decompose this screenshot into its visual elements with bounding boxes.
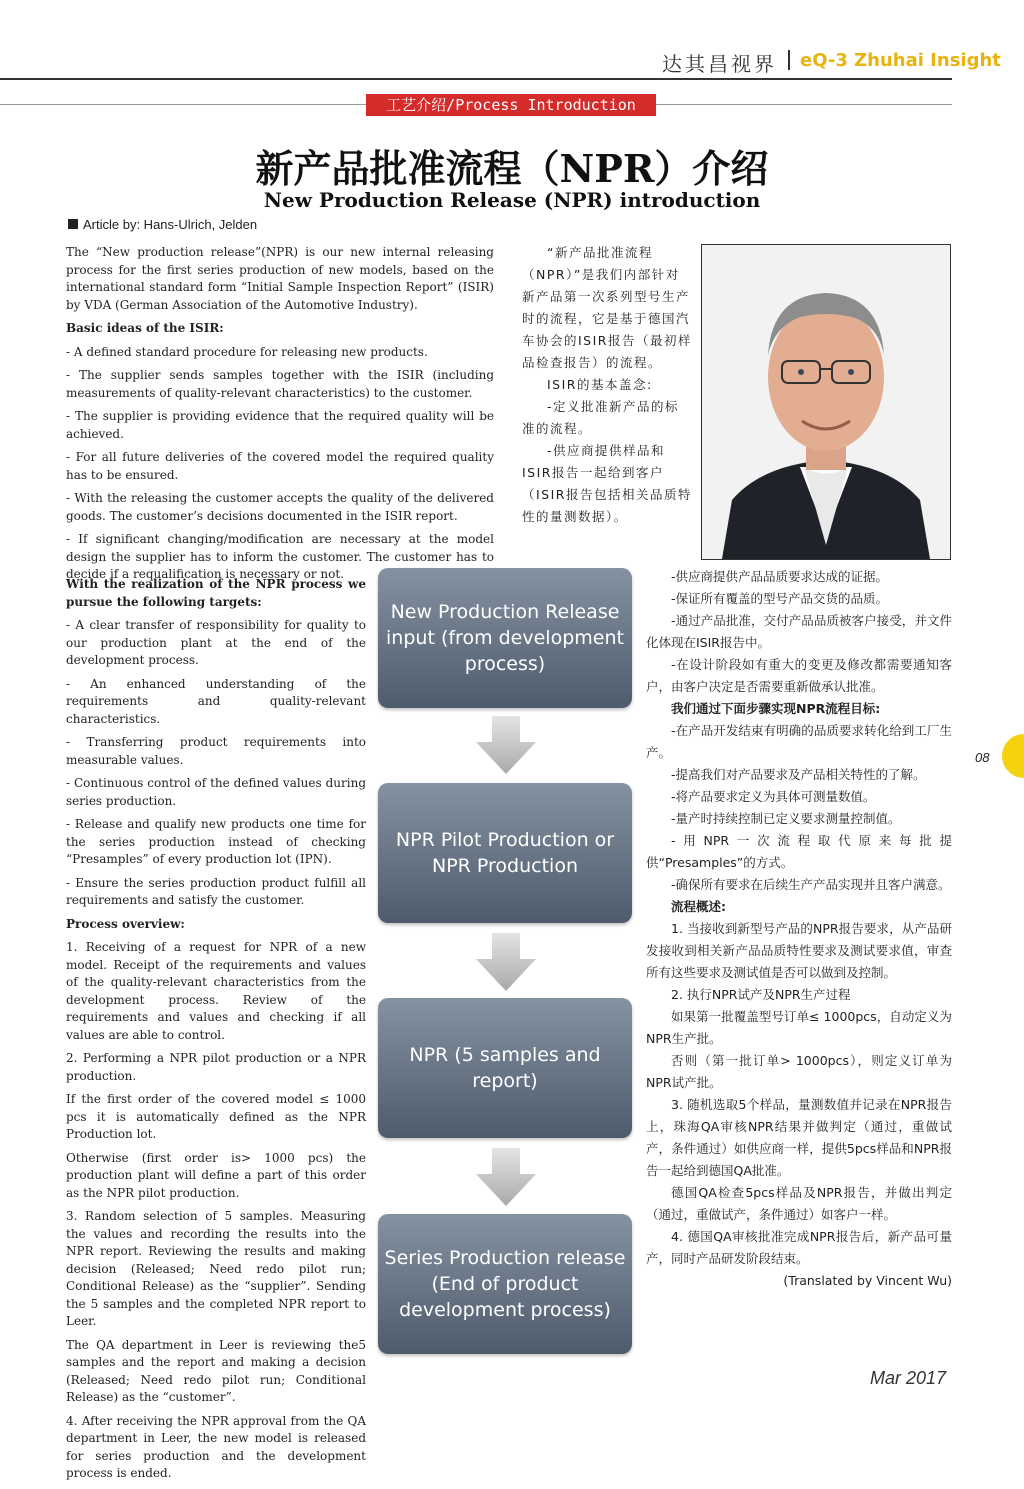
cn-target-item: -量产时持续控制已定义要求测量控制值。	[671, 811, 901, 826]
flow-step-label: Series Production release (End of product development process)	[384, 1247, 626, 1321]
chinese-column-bottom	[646, 566, 952, 1292]
basic-heading: Basic ideas of the ISIR:	[66, 321, 224, 335]
basic-item: - For all future deliveries of the covered model the required quality has to be ensured.	[66, 450, 494, 482]
target-item: - Ensure the series production product fulfill all requirements and satisfy the customer.	[66, 875, 366, 907]
target-item: - Continuous control of the defined values during series production.	[66, 776, 366, 808]
down-arrow-icon	[474, 716, 538, 774]
page-tab-marker	[1002, 734, 1024, 778]
cn-target-item: -在产品开发结束有明确的品质要求转化给到工厂生产。	[646, 723, 952, 760]
chinese-column-top	[522, 242, 692, 528]
flow-step-npr	[378, 998, 632, 1138]
basic-item: - The supplier is providing evidence that the required quality will be achieved.	[66, 409, 494, 441]
overview-item: 4. After receiving the NPR approval from the QA department in Leer, the new model is released for series production and the development process is ended.	[66, 1413, 366, 1480]
cn-basic-item: -供应商提供产品品质要求达成的证据。	[671, 569, 889, 584]
flow-step-pilot	[378, 783, 632, 923]
english-column-bottom	[66, 576, 366, 1489]
down-arrow-icon	[474, 1148, 538, 1206]
author-line	[68, 217, 257, 232]
author-photo	[701, 244, 951, 560]
cn-basic-item: -通过产品批准，交付产品品质被客户接受，并文件化体现在ISIR报告中。	[646, 613, 952, 650]
overview-item: The QA department in Leer is reviewing the5 samples and the report and making a decision (Released; Need redo pilot run; Conditional Release) as the “customer”.	[66, 1337, 366, 1404]
cn-overview-item: 1. 当接收到新型号产品的NPR报告要求，从产品研发接收到相关新产品品质特性要求及测试要求值，审查所有这些要求及测试值是否可以做到及控制。	[646, 921, 952, 980]
target-item: - Release and qualify new products one time for the series production instead of checking “Presamples” of every production lot (IPN).	[66, 817, 366, 866]
page-number: 08	[975, 750, 990, 765]
basic-item: - With the releasing the customer accepts the quality of the delivered goods. The customer’s decisions documented in the ISIR report.	[66, 491, 494, 523]
cn-overview-item: 2. 执行NPR试产及NPR生产过程	[671, 987, 851, 1002]
cn-target-item: -确保所有要求在后续生产产品实现并且客户满意。	[671, 877, 951, 892]
magazine-title-cn: 达其昌视界	[662, 52, 777, 76]
targets-heading: With the realization of the NPR process we pursue the following targets:	[66, 577, 366, 609]
issue-date: Mar 2017	[870, 1368, 947, 1388]
flow-step-label: NPR (5 samples and report)	[409, 1044, 601, 1092]
target-item: - Transferring product requirements into measurable values.	[66, 735, 366, 767]
magazine-title-en: eQ-3 Zhuhai Insight	[800, 50, 1001, 71]
section-label: 工艺介绍/Process Introduction	[366, 94, 656, 116]
overview-item: 2. Performing a NPR pilot production or a NPR production.	[66, 1051, 366, 1083]
overview-item: If the first order of the covered model ≤ 1000 pcs it is automatically defined as the NPR Production lot.	[66, 1092, 366, 1141]
cn-target-item: -将产品要求定义为具体可测量数值。	[671, 789, 876, 804]
cn-basic-item: -定义批准新产品的标准的流程。	[522, 399, 680, 436]
cn-overview-item: 德国QA检查5pcs样品及NPR报告，并做出判定（通过，重做试产，条件通过）如客户一样。	[646, 1185, 952, 1222]
cn-target-item: -提高我们对产品要求及产品相关特性的了解。	[671, 767, 926, 782]
cn-basic-item: -供应商提供样品和ISIR报告一起给到客户（ISIR报告包括相关品质特性的量测数据）。	[522, 443, 692, 524]
flow-step-label: NPR Pilot Production or NPR Production	[395, 829, 615, 877]
cn-basic-item: -保证所有覆盖的型号产品交货的品质。	[671, 591, 889, 606]
flow-step-release	[378, 1214, 632, 1354]
flow-step-input	[378, 568, 632, 708]
header-separator	[788, 50, 790, 70]
author-text: Article by: Hans-Ulrich, Jelden	[83, 217, 258, 232]
bullet-square-icon	[68, 219, 78, 229]
target-item: - An enhanced understanding of the requirements and quality-relevant characteristics.	[66, 676, 366, 726]
basic-item: - If significant changing/modification are necessary at the model design the supplier has to inform the customer. The customer has to decide if a requalification is necessary or not.	[66, 532, 494, 581]
cn-target-item: -用NPR一次流程取代原来每批提供“Presamples”的方式。	[646, 833, 952, 870]
cn-basic-item: -在设计阶段如有重大的变更及修改都需要通知客户，由客户决定是否需要重新做承认批准。	[646, 657, 952, 694]
cn-intro: “新产品批准流程（NPR）”是我们内部针对新产品第一次系列型号生产时的流程，它是基于德国汽车协会的ISIR报告（最初样品检查报告）的流程。	[522, 245, 692, 370]
cn-overview-item: 否则（第一批订单> 1000pcs），则定义订单为NPR试产批。	[646, 1053, 952, 1090]
basic-item: - A defined standard procedure for releasing new products.	[66, 344, 428, 359]
overview-heading: Process overview:	[66, 916, 185, 931]
cn-basic-heading: ISIR的基本盖念:	[547, 377, 653, 392]
overview-item: Otherwise (first order is> 1000 pcs) the production plant will define a part of this order as the NPR pilot production.	[66, 1150, 366, 1200]
cn-overview-item: 3. 随机选取5个样品，量测数值并记录在NPR报告上，珠海QA审核NPR结果并做判定（通过，重做试产，条件通过）如供应商一样，提供5pcs样品和NPR报告一起给到德国QA批准。	[646, 1097, 952, 1178]
overview-item: 3. Random selection of 5 samples. Measuring the values and recording the results into the NPR report. Reviewing the results and making decision (Released; Need redo pilot run; Conditional Release) as the “supplier”. Sending the 5 samples and the completed NPR report to Leer.	[66, 1209, 366, 1328]
translator-credit: (Translated by Vincent Wu)	[783, 1273, 952, 1288]
down-arrow-icon	[474, 933, 538, 991]
cn-overview-item: 如果第一批覆盖型号订单≤ 1000pcs，自动定义为NPR生产批。	[646, 1009, 952, 1046]
english-column-top	[66, 244, 494, 590]
intro-paragraph: The “New production release”(NPR) is our new internal releasing process for the first series production of new models, based on the international standard form “Initial Sample Inspection Report” (ISIR) by VDA (German Association of the Automotive Industry).	[66, 245, 494, 312]
article-title-en: New Production Release (NPR) introduction	[263, 188, 761, 212]
article-title-cn: 新产品批准流程（NPR）介绍	[255, 146, 769, 191]
header-rule	[0, 78, 952, 80]
cn-targets-heading: 我们通过下面步骤实现NPR流程目标:	[671, 701, 881, 716]
flow-step-label: New Production Release input (from development process)	[386, 601, 624, 675]
target-item: - A clear transfer of responsibility for quality to our production plant at the end of the development process.	[66, 618, 366, 667]
basic-item: - The supplier sends samples together with the ISIR (including measurements of quality-relevant characteristics) to the customer.	[66, 368, 494, 400]
portrait-illustration	[702, 245, 950, 559]
overview-item: 1. Receiving of a request for NPR of a new model. Receipt of the requirements and values of the quality-relevant characteristics from the development process. Review of the requirements and values and checking if all values are able to control.	[66, 940, 366, 1042]
cn-overview-item: 4. 德国QA审核批准完成NPR报告后，新产品可量产，同时产品研发阶段结束。	[646, 1229, 952, 1266]
cn-overview-heading: 流程概述:	[671, 899, 726, 914]
